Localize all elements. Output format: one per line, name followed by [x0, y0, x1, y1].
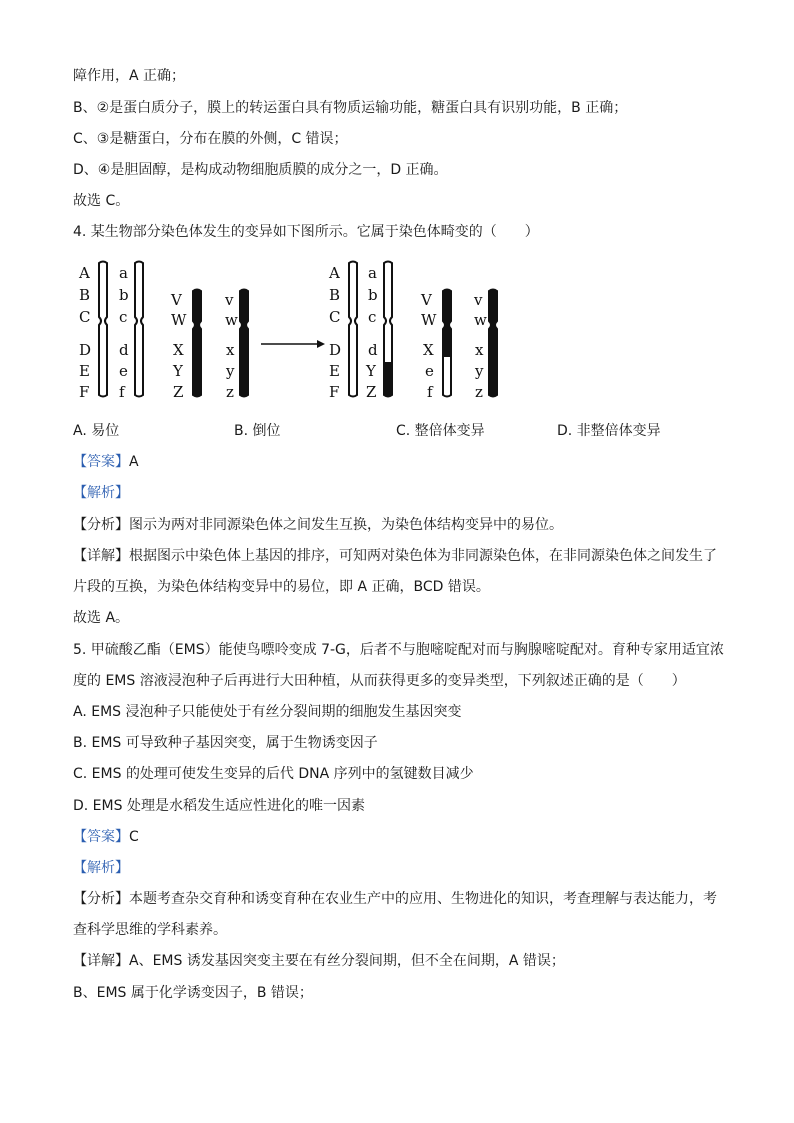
gene-label: D [79, 341, 92, 359]
gene-label: B [79, 286, 91, 304]
gene-label: z [475, 383, 483, 401]
option-a: A. 易位 [73, 423, 120, 439]
answer-tag: 【答案】 [73, 454, 129, 470]
text-line: B、②是蛋白质分子，膜上的转运蛋白具有物质运输功能，糖蛋白具有识别功能，B 正确； [73, 100, 628, 116]
gene-label: e [119, 362, 128, 380]
chromosome-3-labels [170, 291, 187, 401]
text-line: 故选 C。 [73, 193, 130, 209]
xiangjie-tag: 【详解】 [73, 953, 129, 969]
option-b: B. 倒位 [234, 423, 281, 439]
analysis-line [73, 515, 563, 535]
gene-label: f [119, 383, 125, 401]
q5-option-b: B. EMS 可导致种子基因突变，属于生物诱变因子 [73, 735, 378, 751]
gene-label: E [329, 362, 340, 380]
gene-label: W [171, 311, 187, 329]
gene-label: C [79, 308, 91, 326]
chromosome-translocation-figure [73, 258, 513, 408]
analysis-heading: 【解析】 [73, 485, 129, 501]
xiangjie-text: A、EMS 诱发基因突变主要在有丝分裂间期，但不全在间期，A 错误； [129, 953, 565, 969]
detail-line-2: 片段的互换，为染色体结构变异中的易位，即 A 正确，BCD 错误。 [73, 579, 490, 595]
chromosome-4 [240, 290, 248, 397]
text-line: C、③是糖蛋白，分布在膜的外侧，C 错误； [73, 131, 348, 147]
gene-label: w [225, 311, 238, 329]
answer-line [73, 827, 139, 847]
gene-label: W [421, 311, 437, 329]
analysis-line [73, 889, 717, 909]
fenxi-text: 本题考查杂交育种和诱变育种在农业生产中的应用、生物进化的知识，考查理解与表达能力，考 [129, 891, 717, 907]
answer-tag: 【答案】 [73, 829, 129, 845]
option-d: D. 非整倍体变异 [557, 423, 661, 439]
gene-label: e [425, 362, 434, 380]
chromosome-2-after-labels [365, 264, 378, 401]
gene-label: C [329, 308, 341, 326]
gene-label: Y [366, 362, 376, 380]
answer-value: A [129, 454, 139, 470]
gene-label: X [423, 341, 434, 359]
gene-label: v [225, 291, 234, 309]
xiangjie-text: 根据图示中染色体上基因的排序，可知两对染色体为非同源染色体，在非同源染色体之间发生了 [129, 548, 717, 564]
gene-label: b [368, 286, 378, 304]
gene-label: V [171, 291, 182, 309]
fenxi-tag: 【分析】 [73, 517, 129, 533]
gene-label: a [119, 264, 128, 282]
gene-label: F [79, 383, 90, 401]
gene-label: d [368, 341, 378, 359]
detail-line-2: B、EMS 属于化学诱变因子，B 错误； [73, 985, 313, 1001]
gene-label: z [226, 383, 234, 401]
gene-label: f [427, 383, 433, 401]
chromosome-group-before [78, 262, 248, 402]
question-5-stem: 5. 甲硫酸乙酯（EMS）能使鸟嘌呤变成 7-G，后者不与胞嘧啶配对而与胸腺嘧啶配对。育种专家用适宜浓 [73, 642, 724, 658]
gene-label: a [368, 264, 377, 282]
xiangjie-tag: 【详解】 [73, 548, 129, 564]
chromosome-4-labels [224, 291, 238, 401]
gene-label: y [475, 362, 484, 380]
gene-label: X [173, 341, 184, 359]
chromosome-3-after-labels [420, 291, 437, 401]
gene-label: A [79, 264, 90, 282]
chromosome-4-after-labels [473, 291, 487, 401]
gene-label: Z [366, 383, 377, 401]
analysis-heading: 【解析】 [73, 860, 129, 876]
gene-label: B [329, 286, 341, 304]
fenxi-tag: 【分析】 [73, 891, 129, 907]
arrow-icon [261, 340, 325, 348]
option-c: C. 整倍体变异 [396, 423, 485, 439]
gene-label: Z [173, 383, 184, 401]
text-line: D、④是胆固醇，是构成动物细胞质膜的成分之一，D 正确。 [73, 162, 448, 178]
gene-label: c [119, 308, 128, 326]
detail-line [73, 546, 717, 566]
translocated-segment [384, 362, 392, 396]
question-4-stem: 4. 某生物部分染色体发生的变异如下图所示。它属于染色体畸变的（ ） [73, 224, 539, 240]
gene-label: c [368, 308, 377, 326]
gene-label: y [226, 362, 235, 380]
chromosome-4-after [489, 290, 497, 397]
detail-line [73, 951, 565, 971]
gene-label: V [421, 291, 432, 309]
choice-line: 故选 A。 [73, 610, 130, 626]
gene-label: F [329, 383, 340, 401]
answer-value: C [129, 829, 139, 845]
chromosome-1-after [349, 262, 357, 397]
chromosome-1 [99, 262, 107, 397]
gene-label: Y [173, 362, 183, 380]
chromosome-group-after [328, 262, 497, 402]
question-5-stem-2: 度的 EMS 溶液浸泡种子后再进行大田种植，从而获得更多的变异类型，下列叙述正确的是（ ） [73, 673, 686, 689]
gene-label: x [475, 341, 484, 359]
chromosome-2-labels [119, 264, 129, 401]
gene-label: x [226, 341, 235, 359]
analysis-line-2: 查科学思维的学科素养。 [73, 922, 227, 938]
gene-label: D [329, 341, 342, 359]
gene-label: d [119, 341, 129, 359]
text-line: 障作用，A 正确； [73, 68, 186, 84]
fenxi-text: 图示为两对非同源染色体之间发生互换，为染色体结构变异中的易位。 [129, 517, 563, 533]
chromosome-2 [135, 262, 143, 397]
chromosome-1-after-labels [328, 264, 341, 401]
gene-label: b [119, 286, 129, 304]
q5-option-c: C. EMS 的处理可使发生变异的后代 DNA 序列中的氢键数目减少 [73, 766, 474, 782]
chromosome-1-labels [78, 264, 91, 401]
q5-option-a: A. EMS 浸泡种子只能使处于有丝分裂间期的细胞发生基因突变 [73, 704, 462, 720]
chromosome-3 [193, 290, 201, 397]
q5-option-d: D. EMS 处理是水稻发生适应性进化的唯一因素 [73, 798, 365, 814]
answer-line [73, 452, 139, 472]
gene-label: v [474, 291, 483, 309]
gene-label: E [79, 362, 90, 380]
gene-label: w [474, 311, 487, 329]
gene-label: A [329, 264, 340, 282]
